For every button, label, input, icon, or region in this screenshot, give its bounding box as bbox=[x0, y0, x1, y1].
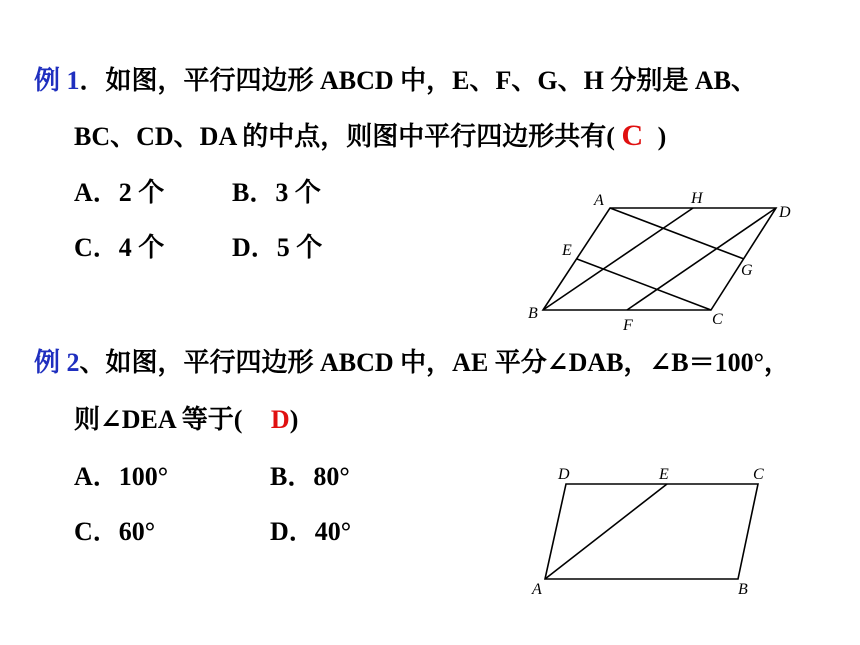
q1-label: 例 1 bbox=[34, 66, 80, 95]
q2-label-C: C bbox=[753, 466, 764, 483]
q2-option-a: A．100° bbox=[74, 462, 169, 491]
q2-label-D: D bbox=[558, 466, 570, 483]
q1-label-E: E bbox=[562, 242, 572, 259]
q1-line-b-h bbox=[543, 208, 693, 310]
q2-stem-line1: 、如图，平行四边形 ABCD 中，AE 平分∠DAB，∠B＝100°， bbox=[79, 348, 791, 377]
q2-label-B: B bbox=[738, 581, 748, 598]
q1-label-D: D bbox=[779, 204, 791, 221]
q1-label-A: A bbox=[594, 192, 604, 209]
q2-label: 例 2 bbox=[34, 348, 80, 377]
q2-stem-line2: 则∠DEA 等于( bbox=[74, 405, 243, 434]
q1-line-a-g bbox=[610, 208, 744, 259]
q2-close-paren: ) bbox=[289, 405, 299, 434]
q2-option-c: C．60° bbox=[74, 517, 156, 546]
q2-line2 bbox=[74, 405, 298, 435]
q2-line1 bbox=[34, 348, 790, 378]
q1-label-C: C bbox=[712, 311, 723, 328]
q1-line-f-d bbox=[627, 208, 776, 310]
q1-option-b: B．3 个 bbox=[232, 178, 321, 207]
q1-label-F: F bbox=[623, 317, 633, 334]
q2-line-a-e bbox=[545, 484, 667, 579]
q1-option-d: D．5 个 bbox=[232, 233, 323, 262]
q1-line2 bbox=[74, 121, 666, 152]
q1-stem-line2: BC、CD、DA 的中点，则图中平行四边形共有( bbox=[74, 122, 615, 151]
q1-option-c: C．4 个 bbox=[74, 233, 165, 262]
q1-option-a: A．2 个 bbox=[74, 178, 165, 207]
q1-answer: C bbox=[621, 119, 644, 152]
q2-option-b: B．80° bbox=[270, 462, 350, 491]
q1-label-B: B bbox=[528, 305, 538, 322]
q1-label-G: G bbox=[741, 262, 753, 279]
q1-label-H: H bbox=[691, 190, 703, 207]
q1-line1 bbox=[34, 66, 757, 96]
q1-parallelogram bbox=[543, 208, 776, 310]
q2-parallelogram bbox=[545, 484, 758, 579]
q2-label-A: A bbox=[532, 581, 542, 598]
q2-option-d: D．40° bbox=[270, 517, 352, 546]
q1-line-e-c bbox=[577, 259, 711, 310]
q1-close-paren: ) bbox=[657, 122, 667, 151]
q1-stem-line1: ．如图，平行四边形 ABCD 中，E、F、G、H 分别是 AB、 bbox=[79, 66, 757, 95]
q2-label-E: E bbox=[659, 466, 669, 483]
q2-answer: D bbox=[270, 405, 290, 434]
